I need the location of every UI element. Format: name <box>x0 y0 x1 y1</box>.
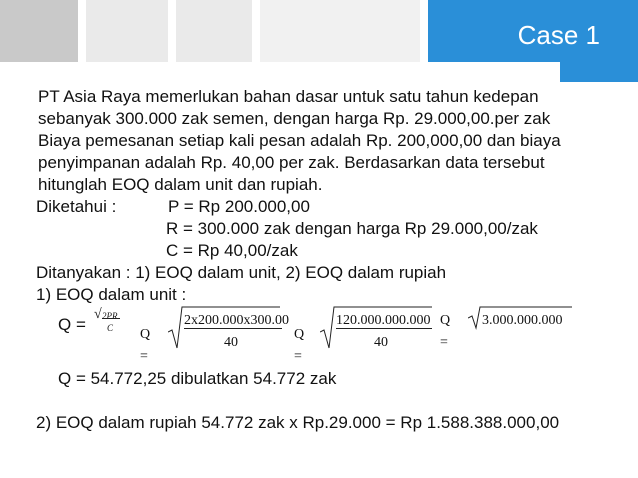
known-p-row <box>36 196 606 218</box>
problem-statement <box>38 86 598 196</box>
fraction-bar <box>184 328 282 329</box>
known-r: R = 300.000 zak dengan harga Rp 29.000,00/zak <box>166 219 538 238</box>
decor-tile <box>0 0 78 62</box>
known-c-row <box>36 240 606 262</box>
sqrt-symbol: √ <box>94 307 102 322</box>
step-value: 3.000.000.000 <box>482 313 563 328</box>
step-q: Q = <box>440 313 451 350</box>
eoq-formula-row <box>36 306 606 364</box>
slide-body <box>36 86 606 434</box>
step-q: Q = <box>294 327 305 364</box>
known-r-row <box>36 218 606 240</box>
q-label: Q = <box>58 315 86 334</box>
step-numerator: 2x200.000x300.00 <box>184 313 289 328</box>
problem-line: PT Asia Raya memerlukan bahan dasar untuk satu tahun kedepan <box>38 87 539 106</box>
fraction-bar <box>336 328 432 329</box>
problem-line: sebanyak 300.000 zak semen, dengan harga Rp. 29.000,00.per zak <box>38 109 551 128</box>
problem-line: Biaya pemesanan setiap kali pesan adalah Rp. 200,000,00 dan biaya <box>38 131 561 150</box>
step-q: Q = <box>140 327 151 364</box>
known-label: Diketahui : <box>36 197 117 216</box>
decor-tile <box>260 0 420 62</box>
known-p: P = Rp 200.000,00 <box>168 197 310 216</box>
eoq-unit-heading: 1) EOQ dalam unit : <box>36 285 187 304</box>
problem-line: hitunglah EOQ dalam unit dan rupiah. <box>38 175 323 194</box>
formula-numerator: 2PR <box>102 311 118 321</box>
step-denominator: 40 <box>224 335 238 350</box>
asked-line: Ditanyakan : 1) EOQ dalam unit, 2) EOQ dalam rupiah <box>36 263 447 282</box>
slide-title: Case 1 <box>517 20 600 50</box>
banner-tab <box>560 62 638 82</box>
problem-line: penyimpanan adalah Rp. 40,00 per zak. Berdasarkan data tersebut <box>38 153 545 172</box>
decor-tile <box>86 0 168 62</box>
formula-denominator: C <box>107 323 114 333</box>
decor-tile <box>176 0 252 62</box>
known-c: C = Rp 40,00/zak <box>166 241 298 260</box>
eoq-rupiah-line: 2) EOQ dalam rupiah 54.772 zak x Rp.29.000 = Rp 1.588.388.000,00 <box>36 413 560 432</box>
title-banner <box>428 0 638 62</box>
step-numerator: 120.000.000.000 <box>336 313 431 328</box>
step-denominator: 40 <box>374 335 388 350</box>
eoq-unit-result: Q = 54.772,25 dibulatkan 54.772 zak <box>58 369 337 388</box>
